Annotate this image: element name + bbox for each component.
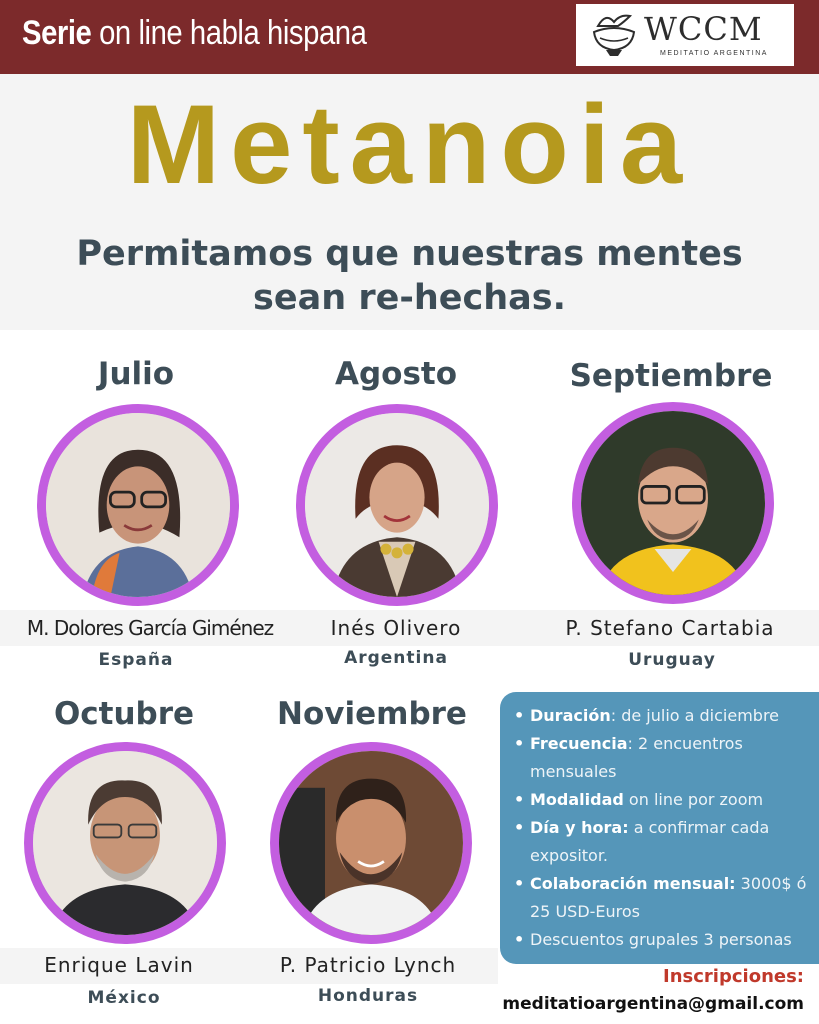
page-subtitle: Permitamos que nuestras mentes sean re-hechas. xyxy=(76,234,743,318)
info-dia-hora: • Día y hora: a confirmar cada expositor. xyxy=(512,814,812,870)
info-descuentos: • Descuentos grupales 3 personas xyxy=(512,926,812,954)
speaker-country: México xyxy=(87,988,161,1008)
contact-email[interactable]: meditatioargentina@gmail.com xyxy=(502,994,804,1014)
speaker-country: Argentina xyxy=(344,648,448,668)
info-box xyxy=(500,692,819,964)
month-julio: Julio xyxy=(97,356,175,392)
speaker-name: P. Patricio Lynch xyxy=(279,953,457,977)
speaker-photo-octubre xyxy=(24,742,226,944)
info-modalidad: • Modalidad on line por zoom xyxy=(512,786,812,814)
portrait-image xyxy=(305,413,489,597)
portrait-image xyxy=(581,411,765,595)
info-duracion: • Duración: de julio a diciembre xyxy=(512,702,812,730)
wccm-logo xyxy=(576,4,794,66)
speaker-photo-julio xyxy=(37,404,239,606)
page-title: Metanoia xyxy=(126,82,693,207)
speaker-name: Inés Olivero xyxy=(330,616,462,640)
logo-subtitle: MEDITATIO ARGENTINA xyxy=(660,50,768,57)
inscripciones-label: Inscripciones: xyxy=(663,966,804,987)
speaker-country: Uruguay xyxy=(628,650,716,670)
portrait-image xyxy=(279,751,463,935)
month-agosto: Agosto xyxy=(334,356,458,392)
month-octubre: Octubre xyxy=(53,696,195,732)
info-list xyxy=(512,702,812,954)
series-title: Serie on line habla hispana xyxy=(22,14,367,52)
speaker-name: P. Stefano Cartabia xyxy=(565,616,775,640)
info-colaboracion: • Colaboración mensual: 3000$ ó 25 USD-Euros xyxy=(512,870,812,926)
header-bar xyxy=(0,0,819,74)
logo-text: WCCM xyxy=(644,10,763,48)
bird-bowl-icon xyxy=(588,10,640,58)
speaker-name: Enrique Lavin xyxy=(44,953,194,977)
info-frecuencia: • Frecuencia: 2 encuentros mensuales xyxy=(512,730,812,786)
speaker-name: M. Dolores García Giménez xyxy=(26,616,274,640)
portrait-image xyxy=(46,413,230,597)
portrait-image xyxy=(33,751,217,935)
speaker-photo-noviembre xyxy=(270,742,472,944)
speaker-country: Honduras xyxy=(317,986,419,1006)
speaker-photo-septiembre xyxy=(572,402,774,604)
speaker-country: España xyxy=(98,650,174,670)
month-noviembre: Noviembre xyxy=(277,696,467,732)
speaker-photo-agosto xyxy=(296,404,498,606)
month-septiembre: Septiembre xyxy=(569,358,773,394)
